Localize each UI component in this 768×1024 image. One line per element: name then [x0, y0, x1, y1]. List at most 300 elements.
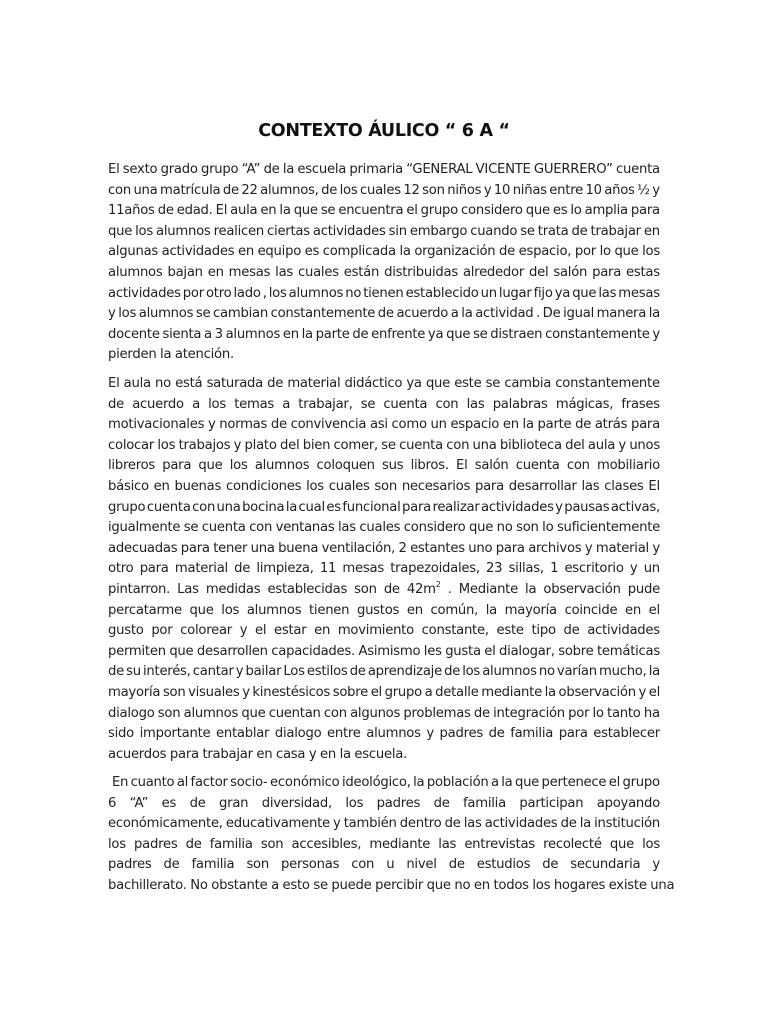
- word: la: [301, 326, 313, 342]
- word: alumnos: [366, 726, 421, 742]
- word: familia: [510, 726, 554, 742]
- word: pierden: [108, 347, 157, 363]
- text-line: [108, 855, 660, 876]
- word: los: [221, 602, 240, 618]
- word: cambia: [504, 376, 552, 391]
- word: dentro: [399, 816, 442, 832]
- word: lugar: [498, 285, 532, 301]
- word: El: [108, 376, 120, 391]
- word: encuentra: [338, 203, 404, 219]
- word: embargo: [409, 223, 468, 239]
- word: a: [192, 396, 200, 412]
- word: interés,: [143, 664, 191, 680]
- word: salón: [553, 264, 588, 280]
- word: de: [222, 182, 239, 198]
- word: plato: [244, 437, 277, 453]
- word: percibir: [375, 877, 424, 893]
- text-line: [108, 263, 660, 284]
- word: común,: [430, 602, 479, 618]
- word: la: [485, 602, 497, 618]
- word: también: [343, 816, 397, 832]
- word: 11: [319, 561, 337, 577]
- word: percatarme: [108, 602, 182, 618]
- word: padres: [376, 795, 421, 811]
- word: este: [496, 623, 524, 639]
- word: bachillerato.: [108, 877, 187, 893]
- word: que: [468, 520, 494, 536]
- word: obstante: [211, 877, 268, 893]
- word: institución: [594, 816, 660, 832]
- word: entre: [327, 726, 361, 742]
- word: de: [185, 836, 202, 852]
- word: diversidad,: [261, 795, 332, 811]
- word: se: [360, 396, 376, 412]
- word: dialogar,: [499, 643, 555, 659]
- word: constantemente: [555, 376, 660, 391]
- word: que: [189, 602, 214, 618]
- word: y: [308, 746, 317, 762]
- word: a: [424, 684, 433, 700]
- word: El: [108, 162, 120, 177]
- word: para: [162, 458, 192, 474]
- text-line: [108, 181, 660, 202]
- word: por: [574, 244, 596, 260]
- word: están: [343, 264, 380, 280]
- word: constantemente: [270, 306, 376, 322]
- word: que: [609, 836, 634, 852]
- word: buena: [278, 540, 319, 556]
- text-line: [108, 704, 660, 725]
- word: ventilación,: [321, 540, 396, 556]
- word: con: [108, 182, 131, 198]
- word: aprendizaje: [367, 664, 442, 680]
- word: las: [581, 478, 600, 494]
- word: socio-: [230, 775, 268, 790]
- word: se: [472, 326, 488, 342]
- word: y: [584, 540, 593, 556]
- word: de: [234, 561, 251, 577]
- word: .: [447, 581, 452, 597]
- word: entablar: [215, 726, 270, 742]
- word: para: [139, 561, 169, 577]
- word: trabajos: [178, 437, 231, 453]
- word: temáticas: [597, 643, 660, 659]
- word: no: [454, 877, 471, 893]
- word: cambian: [213, 306, 268, 322]
- word: de: [571, 223, 588, 239]
- word: visuales: [188, 684, 240, 700]
- word: una: [650, 877, 675, 893]
- word: cuales: [297, 264, 339, 280]
- word: de: [433, 795, 450, 811]
- text-line: [108, 222, 660, 243]
- word: de: [270, 417, 287, 433]
- word: en: [502, 417, 519, 433]
- word: los: [208, 396, 226, 412]
- word: 1: [550, 561, 559, 577]
- word: el: [648, 602, 660, 618]
- word: a: [282, 396, 291, 412]
- word: actividades: [312, 223, 386, 239]
- word: los: [306, 478, 324, 494]
- word: desarrollen: [196, 643, 268, 659]
- word: de: [349, 664, 366, 680]
- word: lo: [542, 520, 554, 536]
- word: alumnos,: [260, 182, 319, 198]
- word: mágicas,: [555, 396, 614, 412]
- word: y: [483, 182, 492, 198]
- word: y: [108, 306, 116, 322]
- word: pude: [627, 581, 660, 597]
- word: que: [614, 244, 639, 260]
- word: colocar: [108, 437, 155, 453]
- paragraph-3: [108, 773, 675, 897]
- text-line: [108, 345, 660, 366]
- text-line: [108, 745, 660, 766]
- word: alumnos: [183, 705, 239, 721]
- word: del: [279, 437, 300, 453]
- word: no: [345, 285, 362, 301]
- word: las: [598, 285, 617, 301]
- word: de: [263, 162, 280, 177]
- word: u: [386, 857, 395, 873]
- word: cuenta: [201, 520, 246, 536]
- word: a: [450, 306, 459, 322]
- word: a: [490, 775, 499, 790]
- word: en: [643, 223, 660, 239]
- word: permiten: [108, 643, 166, 659]
- word: aula: [230, 203, 258, 219]
- word: alrededor: [462, 264, 525, 280]
- word: otro: [205, 285, 232, 301]
- word: estudios: [476, 857, 531, 873]
- word: que: [241, 705, 266, 721]
- word: niños: [447, 182, 482, 198]
- word: se: [381, 437, 396, 453]
- word: amplia: [584, 203, 628, 219]
- word: escuela.: [354, 746, 408, 762]
- word: en: [282, 326, 299, 342]
- word: puede: [331, 877, 372, 893]
- word: los: [118, 306, 137, 322]
- word: de: [108, 396, 124, 412]
- word: 6: [108, 795, 117, 811]
- text-line: [108, 395, 660, 416]
- word: temas: [234, 396, 275, 412]
- word: se: [195, 306, 211, 322]
- word: y: [652, 182, 660, 198]
- word: es: [326, 499, 341, 515]
- word: $42m^2$: [406, 579, 441, 597]
- word: cuando: [470, 223, 518, 239]
- word: una: [472, 437, 497, 453]
- word: integración: [493, 705, 565, 721]
- word: en: [237, 244, 254, 260]
- text-line: [108, 621, 660, 642]
- word: grupo: [622, 775, 660, 790]
- word: considero: [403, 520, 466, 536]
- word: cuanto: [130, 775, 175, 790]
- word: apoyando: [596, 795, 660, 811]
- word: es: [552, 203, 568, 219]
- word: gusta: [445, 643, 481, 659]
- word: parte: [315, 326, 350, 342]
- word: “GENERAL: [406, 162, 473, 177]
- word: cantar: [192, 664, 234, 680]
- word: realicen: [213, 223, 264, 239]
- word: 23: [486, 561, 503, 577]
- word: trata: [537, 223, 569, 239]
- text-line: [108, 201, 660, 222]
- word: sin: [388, 223, 407, 239]
- word: de: [575, 417, 592, 433]
- word: la: [399, 244, 411, 260]
- word: mesas: [228, 264, 271, 280]
- word: acuerdos: [108, 746, 167, 762]
- word: para: [630, 417, 660, 433]
- word: los: [157, 437, 176, 453]
- word: y: [652, 326, 660, 342]
- word: El: [215, 203, 228, 219]
- word: la: [525, 581, 537, 597]
- word: cuenta: [515, 458, 560, 474]
- word: casa: [275, 746, 306, 762]
- word: participan: [519, 795, 584, 811]
- word: constantemente: [545, 326, 650, 342]
- word: actividades: [481, 499, 554, 515]
- word: fijo: [533, 285, 553, 301]
- word: ya: [427, 326, 444, 342]
- word: de: [383, 581, 400, 597]
- word: no: [155, 376, 171, 391]
- word: convivencia: [290, 417, 367, 433]
- word: económico: [270, 775, 340, 790]
- text-line: [108, 559, 660, 580]
- text-line: [108, 242, 660, 263]
- word: considero: [461, 203, 523, 219]
- word: detalle: [435, 684, 479, 700]
- word: comer,: [333, 437, 378, 453]
- word: estantes: [410, 540, 465, 556]
- word: y: [233, 437, 242, 453]
- word: bajan: [167, 264, 203, 280]
- word: sobre: [558, 643, 594, 659]
- word: para: [592, 264, 622, 280]
- word: de: [444, 816, 461, 832]
- word: material: [174, 561, 228, 577]
- word: hogares: [553, 877, 606, 893]
- text-line: [108, 814, 660, 835]
- word: enfrente: [371, 326, 426, 342]
- word: entre: [549, 182, 583, 198]
- word: su: [126, 664, 141, 680]
- word: alumnos: [254, 458, 310, 474]
- word: para: [558, 726, 588, 742]
- word: que: [572, 285, 597, 301]
- word: escuela: [297, 162, 347, 177]
- word: cuenta: [399, 437, 443, 453]
- word: en: [256, 746, 273, 762]
- word: las: [463, 816, 482, 832]
- word: material: [287, 376, 341, 391]
- word: asi: [369, 417, 388, 433]
- word: atención.: [174, 347, 234, 363]
- word: los: [108, 836, 126, 852]
- word: libros.: [410, 458, 449, 474]
- word: una: [133, 182, 158, 198]
- word: desarrollar: [508, 478, 577, 494]
- word: gran: [219, 795, 249, 811]
- word: 3: [214, 326, 223, 342]
- word: de: [444, 664, 461, 680]
- word: de: [352, 326, 369, 342]
- word: mayoría: [108, 684, 161, 700]
- word: constante,: [421, 623, 489, 639]
- word: que: [426, 877, 451, 893]
- word: clases: [604, 478, 644, 494]
- word: la: [522, 417, 534, 433]
- word: padres: [134, 836, 178, 852]
- word: dialogo: [274, 726, 322, 742]
- word: trabajar,: [298, 396, 353, 412]
- word: en: [473, 877, 490, 893]
- word: saturada: [206, 376, 263, 391]
- word: del: [565, 437, 585, 453]
- word: básico: [108, 478, 149, 494]
- text-line: [108, 539, 660, 560]
- word: colorear: [180, 623, 232, 639]
- word: de: [499, 244, 516, 260]
- word: una: [216, 499, 241, 515]
- word: cual: [298, 499, 325, 515]
- word: y: [235, 664, 244, 680]
- word: el: [648, 684, 660, 700]
- word: cuales: [359, 520, 401, 536]
- word: Mediante: [458, 581, 518, 597]
- word: pertenece: [541, 775, 607, 790]
- word: establecidas: [267, 581, 348, 597]
- word: tener: [213, 540, 248, 556]
- word: 2: [398, 540, 407, 556]
- word: archivos: [528, 540, 582, 556]
- word: establecer: [593, 726, 660, 742]
- word: igual: [563, 306, 594, 322]
- word: se: [520, 223, 535, 239]
- text-line: [108, 498, 660, 519]
- word: factor: [190, 775, 228, 790]
- word: se: [320, 203, 336, 219]
- word: espacio: [450, 417, 500, 433]
- word: Asimismo: [358, 643, 421, 659]
- word: unos: [629, 437, 660, 453]
- paragraph-2: [108, 374, 660, 765]
- word: los: [229, 458, 248, 474]
- text-line: [108, 518, 660, 539]
- word: el: [406, 203, 418, 219]
- word: grupo: [384, 684, 422, 700]
- word: entrevistas: [464, 836, 535, 852]
- word: el: [484, 643, 496, 659]
- word: coloquen: [316, 458, 375, 474]
- word: cuenta: [383, 396, 428, 412]
- word: en: [153, 478, 170, 494]
- word: ha: [643, 705, 660, 721]
- word: sido: [108, 726, 134, 742]
- word: acuerdo: [396, 306, 449, 322]
- word: grupo: [201, 162, 239, 177]
- word: y: [426, 726, 434, 742]
- text-line: [108, 601, 660, 622]
- word: que: [425, 376, 451, 391]
- word: limpieza,: [256, 561, 314, 577]
- word: realizar: [432, 499, 480, 515]
- word: de: [267, 376, 284, 391]
- word: y: [239, 623, 248, 639]
- word: un: [430, 417, 447, 433]
- word: algunas: [108, 244, 159, 260]
- word: problemas: [403, 705, 471, 721]
- word: que: [169, 643, 194, 659]
- word: el: [370, 684, 382, 700]
- word: por: [568, 705, 590, 721]
- word: algunos: [350, 705, 401, 721]
- word: son: [162, 684, 186, 700]
- word: El: [648, 478, 660, 494]
- word: actividades: [587, 623, 660, 639]
- word: se: [485, 376, 501, 391]
- word: alumnos: [482, 664, 537, 680]
- word: secundaria: [570, 857, 641, 873]
- word: importante: [139, 726, 211, 742]
- word: pintarron.: [108, 581, 171, 597]
- word: son: [260, 836, 284, 852]
- word: grado: [160, 162, 198, 177]
- word: ,: [262, 285, 267, 301]
- word: y: [555, 499, 563, 515]
- word: tipo: [531, 623, 556, 639]
- word: está: [175, 376, 203, 391]
- word: la: [579, 816, 591, 832]
- word: kinestésicos: [252, 684, 331, 700]
- word: 11años: [108, 203, 155, 219]
- word: material: [595, 540, 649, 556]
- word: 10: [493, 182, 511, 198]
- word: “A”: [129, 795, 149, 811]
- word: El: [456, 458, 468, 474]
- word: para: [402, 499, 431, 515]
- text-line: [108, 415, 660, 436]
- word: uno: [468, 540, 493, 556]
- text-line: [108, 835, 660, 856]
- word: mesas: [342, 561, 384, 577]
- text-line: [108, 160, 660, 181]
- word: escritorio: [564, 561, 624, 577]
- word: atrás: [594, 417, 628, 433]
- word: GUERRERO”: [533, 162, 613, 177]
- word: normas: [219, 417, 268, 433]
- word: sobre: [332, 684, 369, 700]
- word: “A”: [241, 162, 261, 177]
- word: actividad: [475, 306, 534, 322]
- word: la: [282, 162, 295, 177]
- text-line: [108, 284, 660, 305]
- word: es: [161, 795, 177, 811]
- word: son: [516, 520, 539, 536]
- word: son: [422, 182, 445, 198]
- word: observación: [543, 581, 621, 597]
- word: una: [250, 540, 275, 556]
- word: la: [648, 664, 660, 680]
